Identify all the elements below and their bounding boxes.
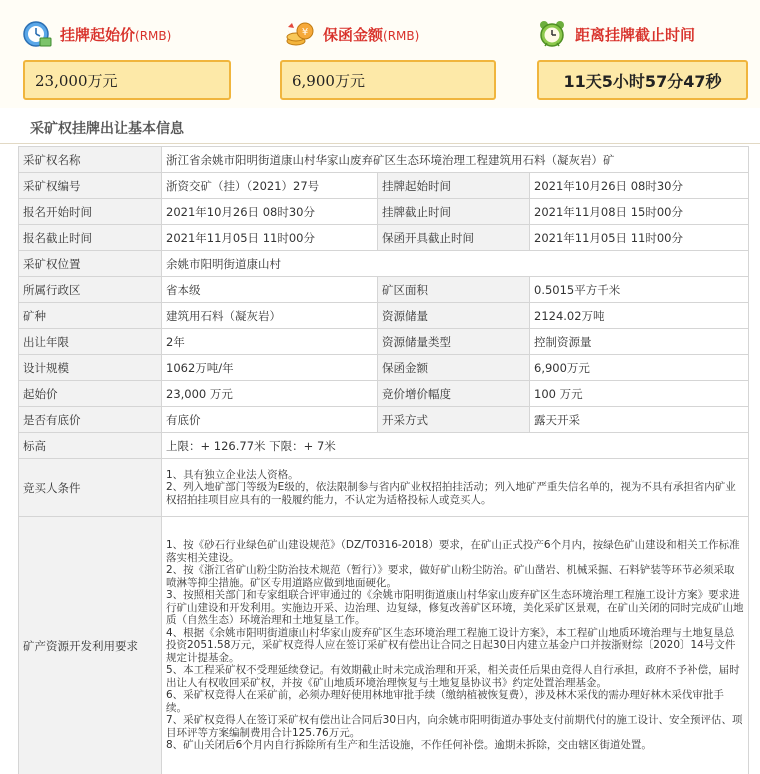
guarantee-amount-unit: (RMB) bbox=[383, 28, 420, 43]
development-requirements-value bbox=[162, 517, 749, 774]
field-value: 0.5015平方千米 bbox=[530, 277, 749, 303]
bidder-conditions-label: 竞买人条件 bbox=[19, 459, 162, 517]
start-price-value: 23,000万元 bbox=[23, 60, 231, 100]
svg-text:¥: ¥ bbox=[301, 27, 309, 38]
field-label: 报名开始时间 bbox=[19, 199, 162, 225]
field-label: 设计规模 bbox=[19, 355, 162, 381]
table-row bbox=[19, 329, 749, 355]
requirement-line: 6、采矿权竞得人在采矿前，必须办理好使用林地审批手续（缴纳植被恢复费），涉及林木采伐的需办理好林木采伐审批手续。 bbox=[166, 689, 724, 714]
field-value: 露天开采 bbox=[530, 407, 749, 433]
field-value: 控制资源量 bbox=[530, 329, 749, 355]
section-divider bbox=[0, 143, 760, 144]
field-value: 建筑用石料（凝灰岩） bbox=[162, 303, 378, 329]
table-row bbox=[19, 173, 749, 199]
start-price-header bbox=[22, 16, 171, 52]
field-value: 2124.02万吨 bbox=[530, 303, 749, 329]
field-value: 1062万吨/年 bbox=[162, 355, 378, 381]
field-value: 2021年11月08日 15时00分 bbox=[530, 199, 749, 225]
countdown-card bbox=[525, 0, 760, 108]
field-label: 保函金额 bbox=[378, 355, 530, 381]
field-value: 2021年10月26日 08时30分 bbox=[530, 173, 749, 199]
bidder-condition-line: 1、具有独立企业法人资格。 bbox=[166, 468, 299, 481]
elevation-value: 上限：+ 126.77米 下限：+ 7米 bbox=[162, 433, 749, 459]
start-price-unit: (RMB) bbox=[135, 28, 172, 43]
countdown-value: 11天5小时57分47秒 bbox=[537, 60, 748, 100]
table-row bbox=[19, 147, 749, 173]
field-label: 起始价 bbox=[19, 381, 162, 407]
table-row bbox=[19, 277, 749, 303]
field-value: 省本级 bbox=[162, 277, 378, 303]
field-label: 所属行政区 bbox=[19, 277, 162, 303]
field-value: 2021年11月05日 11时00分 bbox=[162, 225, 378, 251]
guarantee-amount-header bbox=[285, 16, 419, 52]
development-requirements-label: 矿产资源开发利用要求 bbox=[19, 517, 162, 774]
table-row bbox=[19, 199, 749, 225]
requirement-line: 8、矿山关闭后6个月内自行拆除所有生产和生活设施，不作任何补偿。逾期未拆除，交由辖区街道处置。 bbox=[166, 739, 652, 752]
field-value: 100 万元 bbox=[530, 381, 749, 407]
field-value: 23,000 万元 bbox=[162, 381, 378, 407]
field-value: 有底价 bbox=[162, 407, 378, 433]
location-value: 余姚市阳明街道康山村 bbox=[162, 251, 749, 277]
alarm-clock-icon bbox=[537, 19, 567, 49]
bidder-conditions-value bbox=[162, 459, 749, 517]
requirement-line: 4、根据《余姚市阳明街道康山村华家山废弃矿区生态环境治理工程施工设计方案》，本工程矿山地质环境治理与土地复垦总投资2051.58万元，采矿权竞得人应在签订采矿权有偿出让合同之日起30日内建立基金户口并按浙财综〔2020〕14号文件规定计提基金。 bbox=[166, 626, 736, 664]
mining-right-info-table bbox=[18, 146, 749, 774]
countdown-title: 距离挂牌截止时间 bbox=[575, 25, 696, 44]
section-title: 采矿权挂牌出让基本信息 bbox=[30, 121, 184, 137]
field-label: 采矿权编号 bbox=[19, 173, 162, 199]
auction-summary-bar bbox=[0, 0, 760, 108]
field-label: 是否有底价 bbox=[19, 407, 162, 433]
requirement-line: 2、按《浙江省矿山粉尘防治技术规范（暂行）》要求，做好矿山粉尘防治。矿山凿岩、机械采掘、石料铲装等环节必须采取喷淋等抑尘措施。矿区专用道路应做到地面硬化。 bbox=[166, 564, 735, 589]
field-label: 矿区面积 bbox=[378, 277, 530, 303]
bidder-condition-line: 2、列入地矿部门等级为E级的，依法限制参与省内矿业权招拍挂活动；列入地矿严重失信名单的，视为不具有承担省内矿业权招拍挂项目应具有的一般履约能力，不认定为适格投标人或竞买人。 bbox=[166, 481, 736, 506]
requirement-line: 7、采矿权竞得人在签订采矿权有偿出让合同后30日内，向余姚市阳明街道办事处支付前期代付的施工设计、安全预评估、项目环评等方案编制费用合计125.76万元。 bbox=[166, 714, 743, 739]
field-label: 竞价增价幅度 bbox=[378, 381, 530, 407]
field-value: 2021年10月26日 08时30分 bbox=[162, 199, 378, 225]
table-row bbox=[19, 433, 749, 459]
table-row bbox=[19, 251, 749, 277]
guarantee-amount-card bbox=[263, 0, 513, 108]
field-label: 挂牌起始时间 bbox=[378, 173, 530, 199]
coins-icon bbox=[285, 19, 315, 49]
table-row bbox=[19, 381, 749, 407]
guarantee-amount-value: 6,900万元 bbox=[280, 60, 496, 100]
field-label: 资源储量 bbox=[378, 303, 530, 329]
field-label: 报名截止时间 bbox=[19, 225, 162, 251]
field-label: 出让年限 bbox=[19, 329, 162, 355]
table-row bbox=[19, 517, 749, 774]
location-label: 采矿权位置 bbox=[19, 251, 162, 277]
table-row bbox=[19, 355, 749, 381]
requirement-line: 5、本工程采矿权不受理延续登记。有效期截止时未完成治理和开采，相关责任后果由竞得人自行承担，政府不予补偿，届时出让人有权收回采矿权，并按《矿山地质环境治理恢复与土地复垦协议书》约定处置治理基金。 bbox=[166, 664, 740, 689]
table-row bbox=[19, 407, 749, 433]
guarantee-amount-title: 保函金额(RMB) bbox=[323, 25, 420, 44]
start-price-card bbox=[0, 0, 250, 108]
elevation-label: 标高 bbox=[19, 433, 162, 459]
table-row bbox=[19, 303, 749, 329]
field-label: 矿种 bbox=[19, 303, 162, 329]
mining-right-name-label: 采矿权名称 bbox=[19, 147, 162, 173]
countdown-header bbox=[537, 16, 695, 52]
money-clock-icon bbox=[22, 19, 52, 49]
field-label: 保函开具截止时间 bbox=[378, 225, 530, 251]
requirement-line: 1、按《砂石行业绿色矿山建设规范》（DZ/T0316-2018）要求，在矿山正式投产6个月内，按绿色矿山建设和相关工作标准落实相关建设。 bbox=[166, 539, 740, 564]
field-value: 2021年11月05日 11时00分 bbox=[530, 225, 749, 251]
field-value: 6,900万元 bbox=[530, 355, 749, 381]
mining-right-name-value: 浙江省余姚市阳明街道康山村华家山废弃矿区生态环境治理工程建筑用石料（凝灰岩）矿 bbox=[162, 147, 749, 173]
field-label: 资源储量类型 bbox=[378, 329, 530, 355]
table-row bbox=[19, 225, 749, 251]
requirement-line: 3、按照相关部门和专家组联合评审通过的《余姚市阳明街道康山村华家山废弃矿区生态环境治理工程施工设计方案》要求进行矿山建设和开发利用。实施边开采、边治理、边复绿，修复改善矿区环境，美化采矿区景观，在矿山关闭的同时完成矿山地质（自然生态）环境治理和土地复垦工作。 bbox=[166, 589, 744, 627]
start-price-title: 挂牌起始价(RMB) bbox=[60, 25, 172, 44]
field-value: 2年 bbox=[162, 329, 378, 355]
table-row bbox=[19, 459, 749, 517]
field-value: 浙资交矿（挂）（2021）27号 bbox=[162, 173, 378, 199]
field-label: 挂牌截止时间 bbox=[378, 199, 530, 225]
field-label: 开采方式 bbox=[378, 407, 530, 433]
